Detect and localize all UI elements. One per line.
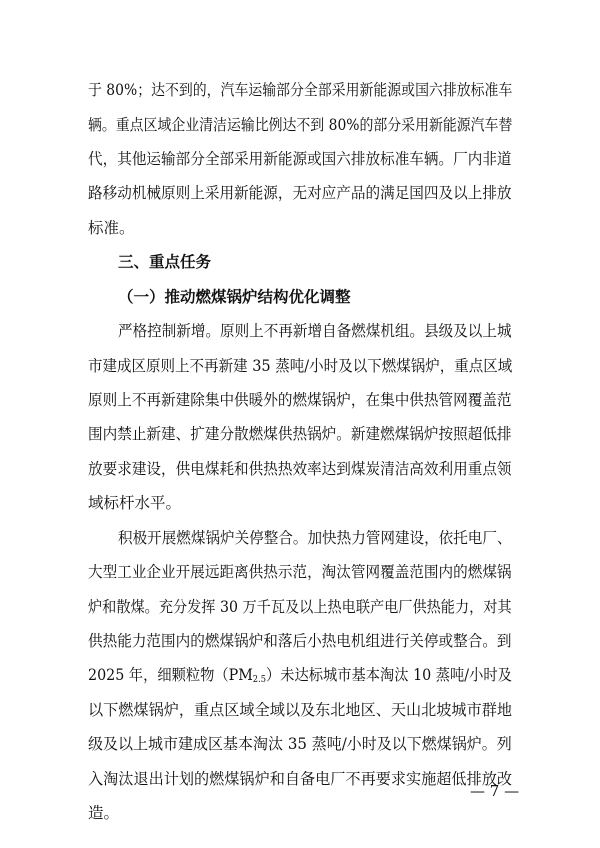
body-line (88, 665, 512, 690)
body-line: 炉和散煤。充分发挥 30 万千瓦及以上热电联产电厂供热能力，对其 (88, 598, 512, 616)
body-line: 原则上不再新建除集中供暖外的燃煤锅炉，在集中供热管网覆盖范 (88, 391, 512, 409)
body-line: 造。 (88, 804, 120, 822)
line-part: 2025 年，细颗粒物（PM (88, 666, 253, 684)
body-line: 级及以上城市建成区基本淘汰 35 蒸吨/小时及以下燃煤锅炉。列 (88, 735, 512, 753)
body-line: 供热能力范围内的燃煤锅炉和落后小热电机组进行关停或整合。到 (88, 632, 512, 650)
line-part: ）未达标城市基本淘汰 10 蒸吨/小时及 (265, 666, 512, 684)
body-line: 辆。重点区域企业清洁运输比例达不到 80%的部分采用新能源汽车替 (88, 116, 513, 134)
page-number: — 7 — (470, 782, 520, 800)
body-line: 入淘汰退出计划的燃煤锅炉和自备电厂不再要求实施超低排放改 (88, 770, 513, 788)
body-line: 以下燃煤锅炉，重点区域全域以及东北地区、天山北坡城市群地 (88, 701, 513, 719)
body-line: 市建成区原则上不再新建 35 蒸吨/小时及以下燃煤锅炉，重点区域 (88, 357, 513, 375)
subsection-heading: （一）推动燃煤锅炉结构优化调整 (118, 287, 351, 306)
body-line: 域标杆水平。 (88, 494, 182, 512)
body-line: 积极开展燃煤锅炉关停整合。加快热力管网建设，依托电厂、 (118, 529, 512, 547)
body-line: 大型工业企业开展远距离供热示范，淘汰管网覆盖范围内的燃煤锅 (88, 563, 512, 581)
body-line: 路移动机械原则上采用新能源，无对应产品的满足国四及以上排放 (88, 184, 512, 202)
section-heading: 三、重点任务 (118, 253, 212, 271)
body-line: 围内禁止新建、扩建分散燃煤供热锅炉。新建燃煤锅炉按照超低排 (88, 425, 512, 443)
pm-subscript: 2.5 (252, 675, 266, 685)
body-line: 放要求建设，供电煤耗和供热热效率达到煤炭清洁高效利用重点领 (88, 460, 512, 478)
body-line: 代，其他运输部分全部采用新能源或国六排放标准车辆。厂内非道 (88, 150, 512, 168)
body-line: 标准。 (88, 219, 135, 237)
body-line: 严格控制新增。原则上不再新增自备燃煤机组。县级及以上城 (118, 322, 512, 340)
body-line: 于 80%；达不到的，汽车运输部分全部采用新能源或国六排放标准车 (88, 81, 513, 99)
